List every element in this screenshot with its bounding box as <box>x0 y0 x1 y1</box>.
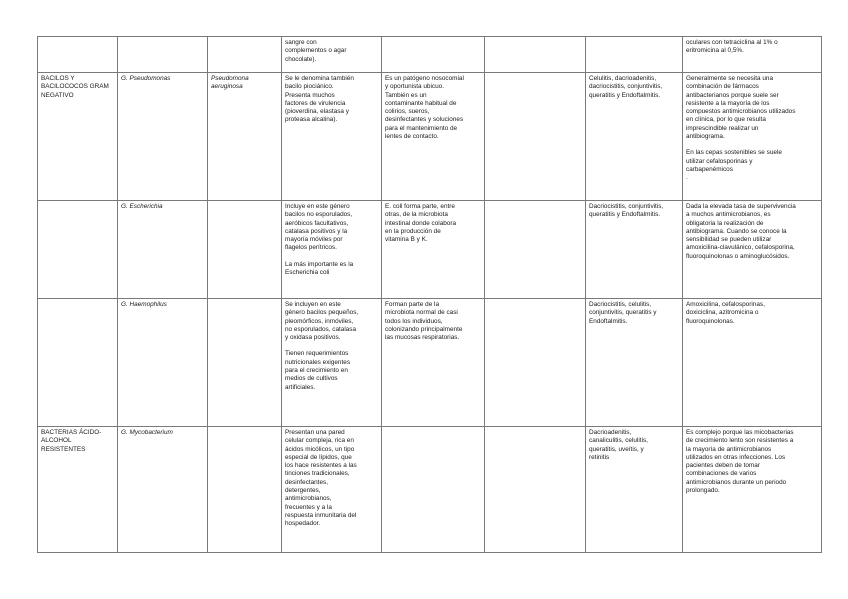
cell-paragraph: Es complejo porque las micobacterias de crecimiento lento son resistentes a la mayoría de antimicrobianos utilizados en otras infecciones. Los pacientes deben de tomar combinaciones de varios antimicrobianos durante un periodo prolongado. <box>686 429 794 495</box>
infections-cell: Dacriocistitis, conjuntivitis, queratitis y Endoftalmitis. <box>586 201 683 299</box>
genus-cell: G. Escherichia <box>118 201 208 299</box>
treatment-cell <box>683 299 822 427</box>
cell-paragraph: sangre con complementos o agar chocolate). <box>285 39 347 63</box>
table-row <box>38 427 822 553</box>
cell-paragraph: Se le denomina también bacilo piociánico. Presenta muchos factores de virulencia (pioverdina, elastasa y proteasa alcalina). <box>285 75 354 124</box>
cell-paragraph: Tienen requerimientos nutricionales exigentes para el crecimiento en medios de cultivos artificiales. <box>285 350 351 391</box>
treatment-cell <box>683 427 822 553</box>
genus-cell: G. Haemophilus <box>118 299 208 427</box>
table-body <box>38 37 822 553</box>
table-row <box>38 37 822 73</box>
species-cell <box>208 37 282 73</box>
table-row <box>38 201 822 299</box>
table-row <box>38 299 822 427</box>
species-cell: Pseudomona aeruginosa <box>208 73 282 201</box>
species-cell <box>208 201 282 299</box>
description-cell <box>282 299 382 427</box>
group-cell: BACILOS Y BACILOCOCOS GRAM NEGATIVO <box>38 73 118 201</box>
empty-cell <box>485 73 586 201</box>
cell-paragraph: Incluye en este género bacilos no esporulados, aeróbicos facultativos, catalasa positivos y la mayoría móviles por flagelos perítricos. <box>285 203 353 252</box>
description-cell <box>282 37 382 73</box>
pathogenicity-cell <box>382 427 485 553</box>
empty-cell <box>485 299 586 427</box>
genus-cell: G. Mycobacterium <box>118 427 208 553</box>
description-cell <box>282 427 382 553</box>
cell-paragraph: La más importante es la Escherichia coli <box>285 260 354 277</box>
description-cell <box>282 201 382 299</box>
description-cell <box>282 73 382 201</box>
group-cell: BACTERIAS ÁCIDO- ALCOHOL RESISTENTES <box>38 427 118 553</box>
cell-paragraph: oculares con tetraciclina al 1% o eritromicina al 0,5%. <box>686 39 778 55</box>
cell-paragraph: Generalmente se necesita una combinación de fármacos antibacterianos porque suele ser resistente a la mayoría de los compuestos antimicrobianos utilizados en clínica, por lo que resulta imprescindible realizar un antibiograma. <box>686 75 796 141</box>
cell-paragraph: Amoxicilina, cefalosporinas, doxiciclina, azitromicina o fluoroquinolonas. <box>686 301 765 325</box>
empty-cell <box>485 37 586 73</box>
pathogenicity-cell <box>382 37 485 73</box>
bacteria-table <box>37 36 822 553</box>
pathogenicity-cell: E. coli forma parte, entre otras, de la microbiota intestinal donde colabora en la producción de vitamina B y K. <box>382 201 485 299</box>
cell-paragraph: Presentan una pared celular compleja, rica en ácidos micólicos, un tipo especial de lípidos, que los hace resistentes a las tinciones tradicionales, desinfectantes, detergentes, antimicrobianos, frecuentes y a la respuesta inmunitaria del hospedador. <box>285 429 357 528</box>
group-cell <box>38 37 118 73</box>
empty-cell <box>485 427 586 553</box>
species-cell <box>208 299 282 427</box>
pathogenicity-cell: Forman parte de la microbiota normal de casi todos los individuos, colonizando principalmente las mucosas respiratorias. <box>382 299 485 427</box>
species-cell <box>208 427 282 553</box>
cell-paragraph: Dada la elevada tasa de supervivencia a muchos antimicrobianos, es obligatoria la realización de antibiograma. Cuando se conoce la sensibilidad se pueden utilizar amoxicilina-clavulánico, cefalosporina, fluoroquinolonas o aminoglucósidos. <box>686 203 796 260</box>
treatment-cell <box>683 73 822 201</box>
empty-cell <box>485 201 586 299</box>
group-cell <box>38 201 118 299</box>
infections-cell: Dacrioadenitis, canaliculitis, celulitis, queratitis, uveítis, y retinitis <box>586 427 683 553</box>
table-row <box>38 73 822 201</box>
genus-cell: G. Pseudomonas <box>118 73 208 201</box>
treatment-cell <box>683 37 822 73</box>
genus-cell <box>118 37 208 73</box>
treatment-cell <box>683 201 822 299</box>
document-page <box>37 36 821 552</box>
cell-paragraph: Se incluyen en este género bacilos pequeños, pleomórficos, inmóviles, no esporulados, catalasa y oxidasa positivos. <box>285 301 359 342</box>
infections-cell: Dacriocistitis, celulitis, conjuntivitis, queratitis y Endoftalmitis. <box>586 299 683 427</box>
group-cell <box>38 299 118 427</box>
infections-cell <box>586 37 683 73</box>
cell-paragraph: En las cepas sostenibles se suele utilizar cefalosporinas y carbapenémicos . <box>686 149 782 182</box>
infections-cell: Celulitis, dacrioadenitis, dacriocistitis, conjuntivitis, queratitis y Endoftalmitis. <box>586 73 683 201</box>
pathogenicity-cell: Es un patógeno nosocomial y oportunista ubicuo. También es un contaminante habitual de colirios, sueros, desinfectantes y soluciones para el mantenimiento de lentes de contacto. <box>382 73 485 201</box>
